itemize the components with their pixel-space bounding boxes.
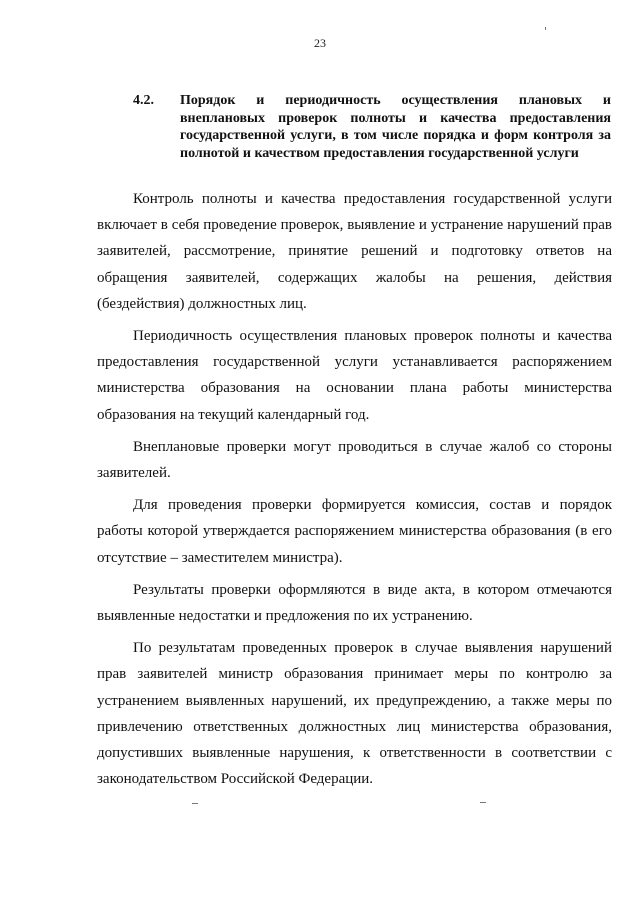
paragraph-measures: По результатам проведенных проверок в случае выявления нарушений прав заявителей министр образования принимает меры по контролю за устранением выявленных нарушений, их предупреждению, а также меры по привлечению ответственных должностных лиц министерства образования, допустивших выявленные нарушения, к ответственности в соответствии с законодательством Российской Федерации.: [97, 640, 612, 788]
paragraph-planned-checks: Периодичность осуществления плановых проверок полноты и качества предоставления государственной услуги устанавливается распоряжением министерства образования на основании плана работы министерства образования на текущий календарный год.: [97, 328, 612, 423]
document-body: [97, 186, 612, 798]
paragraph-unplanned-checks: Внеплановые проверки могут проводиться в случае жалоб со стороны заявителей.: [97, 438, 612, 482]
scan-speck: [480, 802, 486, 803]
scan-speck: [545, 27, 546, 30]
paragraph-control-scope: Контроль полноты и качества предоставления государственной услуги включает в себя проведение проверок, выявление и устранение нарушений прав заявителей, рассмотрение, принятие решений и подготовку ответов на обращения заявителей, содержащих жалобы на решения, действия (бездействия) должностных лиц.: [97, 191, 612, 312]
paragraph-results: Результаты проверки оформляются в виде акта, в котором отмечаются выявленные недостатки и предложения по их устранению.: [97, 581, 612, 625]
paragraph-commission: Для проведения проверки формируется комиссия, состав и порядок работы которой утверждается распоряжением министерства образования (в его отсутствие – заместителем министра).: [97, 497, 612, 566]
section-heading: [133, 92, 611, 162]
page-number: 23: [314, 36, 326, 50]
scan-speck: [192, 803, 198, 804]
section-title: Порядок и периодичность осуществления плановых и внеплановых проверок полноты и качества предоставления государственной услуги, в том числе порядка и форм контроля за полнотой и качеством предоставления государственной услуги: [180, 93, 611, 161]
section-number: 4.2.: [133, 93, 154, 108]
